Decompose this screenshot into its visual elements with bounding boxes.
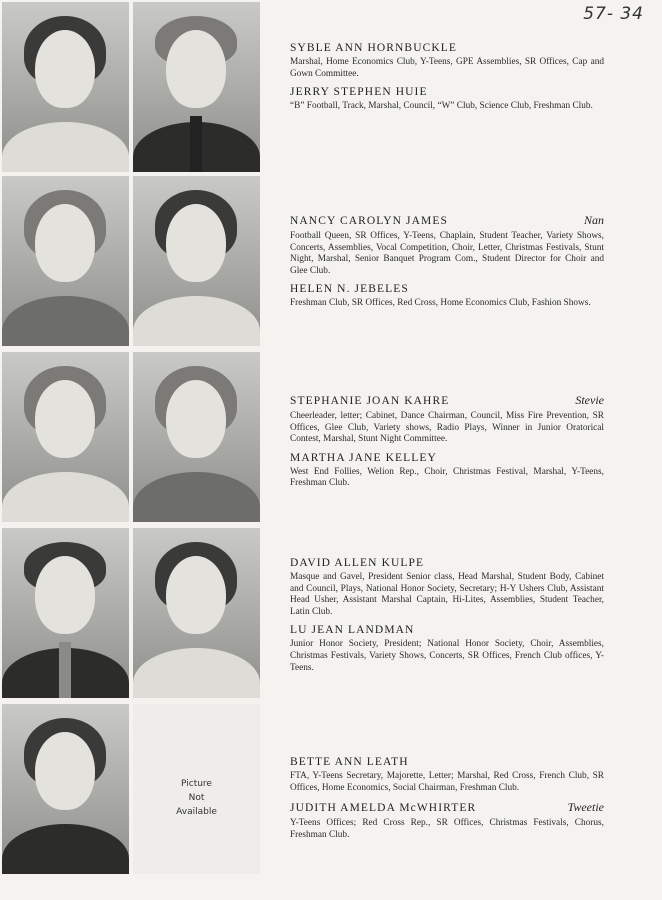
student-name: LU JEAN LANDMAN — [290, 624, 415, 637]
entry-group-4 — [290, 557, 604, 680]
portrait-martha-kelley — [133, 352, 260, 522]
senior-entry — [290, 557, 604, 618]
nickname: Tweetie — [567, 800, 604, 815]
nickname: Nan — [583, 213, 604, 227]
student-name: JUDITH AMELDA McWHIRTER — [290, 802, 477, 815]
senior-entry — [290, 624, 604, 674]
senior-entry — [290, 86, 604, 113]
student-name: HELEN N. JEBELES — [290, 283, 409, 296]
activities: “B” Football, Track, Marshal, Council, “W” Club, Science Club, Freshman Club. — [290, 101, 593, 112]
student-name: NANCY CAROLYN JAMES — [290, 215, 448, 227]
senior-entry — [290, 42, 604, 80]
portrait-nancy-james — [2, 176, 129, 346]
entry-group-2 — [290, 213, 604, 316]
entry-group-1 — [290, 42, 604, 119]
senior-entry — [290, 283, 604, 310]
entry-group-5 — [290, 756, 604, 847]
student-name: STEPHANIE JOAN KAHRE — [290, 395, 450, 407]
activities: Junior Honor Society, President; National Honor Society, Choir, Assemblies, Christmas Festivals, Variety Shows, Concerts, SR Offices, French Club offices, Y-Teens. — [290, 639, 604, 673]
portrait-stephanie-kahre — [2, 352, 129, 522]
senior-entry — [290, 800, 604, 841]
portrait-jerry-huie — [133, 2, 260, 172]
senior-entry — [290, 213, 604, 277]
student-name: MARTHA JANE KELLEY — [290, 451, 437, 464]
portrait-lu-jean-landman — [133, 528, 260, 698]
senior-entry — [290, 452, 604, 490]
nickname: Stevie — [575, 393, 604, 407]
portrait-bette-leath — [2, 704, 129, 874]
portrait-helen-jebeles — [133, 176, 260, 346]
student-name: SYBLE ANN HORNBUCKLE — [290, 42, 458, 54]
portrait-david-kulpe — [2, 528, 129, 698]
activities: Cheerleader, letter; Cabinet, Dance Chairman, Council, Miss Fire Prevention, SR Offices, Glee Club, Variety shows, Radio Plays, Winner in Junior Oratorical Contest, Marshal, Stunt Night Committee. — [290, 411, 604, 445]
activities: Y-Teens Offices; Red Cross Rep., SR Offices, Christmas Festivals, Chorus, Freshman Club. — [290, 818, 604, 840]
activities: FTA, Y-Teens Secretary, Majorette, Letter; Marshal, Red Cross, French Club, SR Offices, Home Economics, Social Chairman, Freshman Club. — [290, 771, 604, 793]
page-number: 57- 34 — [583, 4, 644, 24]
student-name: DAVID ALLEN KULPE — [290, 557, 425, 569]
student-name: BETTE ANN LEATH — [290, 756, 409, 768]
entry-group-3 — [290, 393, 604, 496]
picture-not-available-label: Picture Not Available — [176, 779, 217, 817]
activities: Marshal, Home Economics Club, Y-Teens, GPE Assemblies, SR Offices, Cap and Gown Committee. — [290, 57, 604, 79]
activities: Masque and Gavel, President Senior class, Head Marshal, Student Body, Cabinet and Council, Plays, National Honor Society, Secretary; H-Y Ushers Club, Assistant Head Usher, Assistant Marshal Captain, Hi-Lites, Assemblies, Student Teacher, Latin Club. — [290, 572, 604, 617]
portrait-placeholder — [133, 704, 260, 874]
activities: Freshman Club, SR Offices, Red Cross, Home Economics Club, Fashion Shows. — [290, 298, 591, 309]
senior-entry — [290, 756, 604, 794]
activities: Football Queen, SR Offices, Y-Teens, Chaplain, Student Teacher, Variety Shows, Concerts, Assemblies, Vocal Competition, Choir, Letter, Christmas Festivals, Stunt Night, Marshal, Senior Banquet Program Com., Student Director for Choir and Glee Club. — [290, 231, 604, 276]
student-name: JERRY STEPHEN HUIE — [290, 86, 428, 99]
portrait-syble-hornbuckle — [2, 2, 129, 172]
activities: West End Follies, Welion Rep., Choir, Christmas Festival, Marshal, Y-Teens, Freshman Club. — [290, 466, 604, 489]
senior-entry — [290, 393, 604, 446]
